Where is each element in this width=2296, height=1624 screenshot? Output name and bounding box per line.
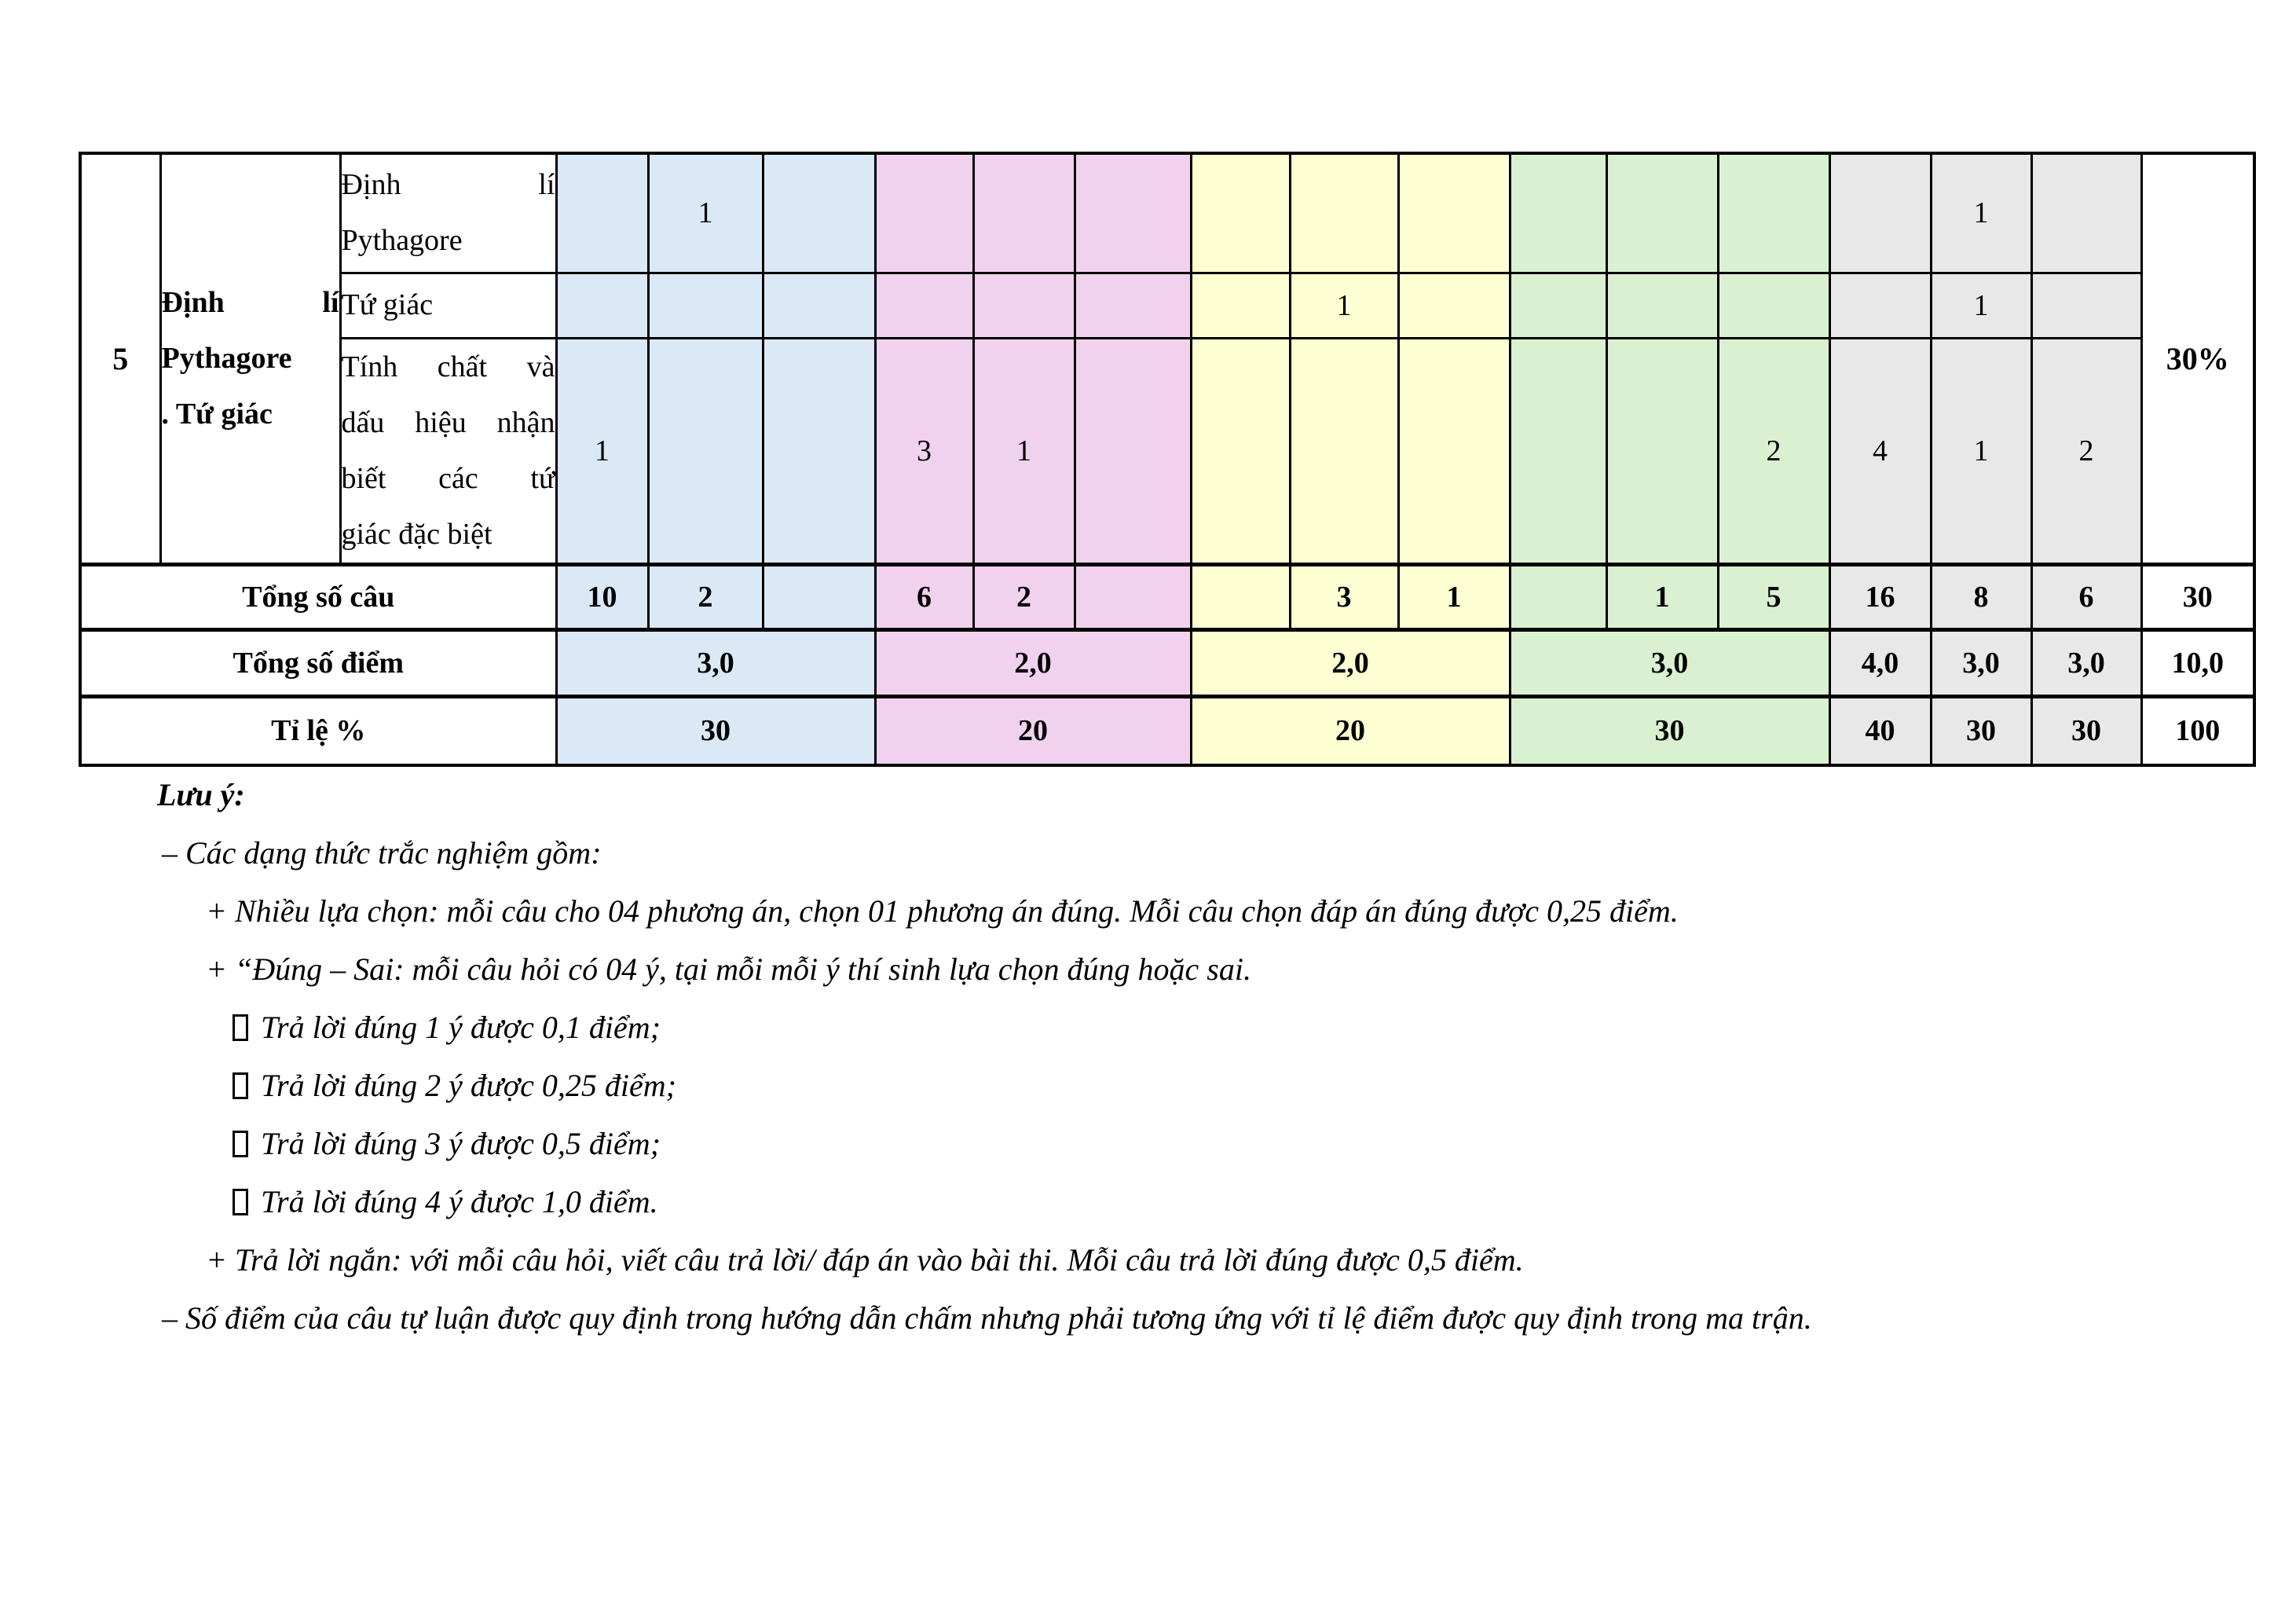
band-total-cell: 2,0 [1191,629,1510,696]
band-total-cell: 20 [1191,696,1510,765]
matrix-cell [1290,153,1398,273]
matrix-cell: 1 [1931,153,2031,273]
ratio-grand: 100 [2141,696,2254,765]
note-line [157,999,2215,1057]
matrix-cell: 2 [973,564,1075,629]
matrix-cell [763,338,875,564]
empty-box-bullet-icon [233,1131,248,1157]
matrix-cell: 6 [875,564,973,629]
total-questions-row [80,564,2254,629]
note-line [157,882,2215,940]
matrix-cell [1191,273,1290,338]
total-questions-grand: 30 [2141,564,2254,629]
note-line [157,1173,2215,1231]
matrix-cell [763,564,875,629]
note-line [157,1057,2215,1115]
band-total-cell: 2,0 [875,629,1191,696]
matrix-cell [2031,153,2141,273]
matrix-cell: 1 [1931,338,2031,564]
matrix-cell [1398,153,1510,273]
content-cell [340,338,556,564]
band-total-cell: 30 [556,696,875,765]
matrix-cell: 4 [1829,338,1931,564]
matrix-cell: 16 [1829,564,1931,629]
note-line [157,1115,2215,1173]
matrix-cell [1718,273,1829,338]
note-text: + Trả lời ngắn: với mỗi câu hỏi, viết câu trả lời/ đáp án vào bài thi. Mỗi câu trả lời đúng được 0,5 điểm. [206,1242,1524,1278]
band-total-cell: 3,0 [556,629,875,696]
content-line: dấu hiệu nhận [341,405,555,439]
notes-title: Lưu ý: [157,777,245,812]
content-line: biết các tứ [341,461,555,495]
matrix-cell [763,153,875,273]
content-cell [340,153,556,273]
matrix-cell: 1 [648,153,763,273]
content-line: giác đặc biệt [341,517,493,551]
matrix-cell: 2 [648,564,763,629]
matrix-cell [1191,338,1290,564]
note-line [157,1289,2215,1347]
note-line [157,824,2215,882]
matrix-cell: 3,0 [2031,629,2141,696]
ratio-label: Tỉ lệ % [80,696,556,765]
matrix-cell [648,273,763,338]
matrix-cell [1398,338,1510,564]
table-row [80,273,2254,338]
matrix-cell [1075,564,1191,629]
matrix-cell [973,273,1075,338]
band-total-cell: 3,0 [1510,629,1829,696]
matrix-cell [1718,153,1829,273]
exam-matrix-table [79,152,2256,767]
ratio-row [80,696,2254,765]
matrix-cell: 3 [875,338,973,564]
total-questions-label: Tổng số câu [80,564,556,629]
matrix-cell [648,338,763,564]
matrix-cell [763,273,875,338]
chapter-line: . Tứ giác [161,397,273,431]
stt-cell: 5 [80,153,160,564]
matrix-cell [875,273,973,338]
matrix-cell: 4,0 [1829,629,1931,696]
note-text: + Nhiều lựa chọn: mỗi câu cho 04 phương án, chọn 01 phương án đúng. Mỗi câu chọn đáp án đúng được 0,25 điểm. [206,893,1679,929]
note-text: Trả lời đúng 1 ý được 0,1 điểm; [261,1010,661,1045]
matrix-cell [1398,273,1510,338]
matrix-cell [1606,153,1718,273]
content-cell [340,273,556,338]
band-total-cell: 30 [1510,696,1829,765]
matrix-cell: 30 [1931,696,2031,765]
matrix-cell [1075,273,1191,338]
chapter-cell [160,153,340,564]
matrix-cell: 1 [556,338,648,564]
note-line [157,1231,2215,1289]
note-text: Trả lời đúng 4 ý được 1,0 điểm. [261,1184,658,1219]
matrix-cell [556,273,648,338]
matrix-cell [1075,338,1191,564]
matrix-cell: 40 [1829,696,1931,765]
matrix-cell [875,153,973,273]
matrix-cell [973,153,1075,273]
content-line: Định lí [341,168,555,202]
note-text: + “Đúng – Sai: mỗi câu hỏi có 04 ý, tại mỗi mỗi ý thí sinh lựa chọn đúng hoặc sai. [206,951,1251,987]
total-points-label: Tổng số điểm [80,629,556,696]
matrix-cell [1606,338,1718,564]
note-line [157,940,2215,999]
matrix-cell: 2 [1718,338,1829,564]
table-row [80,153,2254,273]
matrix-cell [1510,338,1606,564]
empty-box-bullet-icon [233,1014,248,1041]
matrix-cell: 6 [2031,564,2141,629]
matrix-cell [1075,153,1191,273]
band-total-cell: 20 [875,696,1191,765]
table-row [80,338,2254,564]
matrix-cell [1191,564,1290,629]
note-text: Trả lời đúng 2 ý được 0,25 điểm; [261,1068,676,1103]
group-percent-cell: 30% [2141,153,2254,564]
note-text: – Số điểm của câu tự luận được quy định trong hướng dẫn chấm nhưng phải tương ứng với tỉ lệ điểm được quy định trong ma trận. [162,1300,1812,1336]
matrix-cell: 3 [1290,564,1398,629]
matrix-cell: 1 [973,338,1075,564]
matrix-cell [1290,338,1398,564]
matrix-cell: 1 [1606,564,1718,629]
matrix-cell [2031,273,2141,338]
matrix-cell [1829,273,1931,338]
empty-box-bullet-icon [233,1189,248,1215]
empty-box-bullet-icon [233,1072,248,1099]
matrix-cell [1191,153,1290,273]
matrix-cell: 1 [1398,564,1510,629]
total-points-row [80,629,2254,696]
chapter-line: Định lí [161,285,339,319]
matrix-cell [556,153,648,273]
matrix-cell: 30 [2031,696,2141,765]
chapter-line: Pythagore [161,341,292,375]
matrix-cell [1510,273,1606,338]
note-text: Trả lời đúng 3 ý được 0,5 điểm; [261,1126,661,1161]
matrix-cell [1510,153,1606,273]
matrix-cell: 1 [1931,273,2031,338]
content-line: Tính chất và [341,350,555,383]
matrix-cell: 1 [1290,273,1398,338]
matrix-cell: 5 [1718,564,1829,629]
matrix-cell [1510,564,1606,629]
matrix-cell [1606,273,1718,338]
total-points-grand: 10,0 [2141,629,2254,696]
matrix-cell: 3,0 [1931,629,2031,696]
matrix-cell: 10 [556,564,648,629]
content-line: Pythagore [341,224,463,258]
matrix-cell: 2 [2031,338,2141,564]
note-text: – Các dạng thức trắc nghiệm gồm: [162,835,602,871]
content-line: Tứ giác [341,288,434,321]
matrix-cell: 8 [1931,564,2031,629]
matrix-cell [1829,153,1931,273]
notes-section [157,766,2215,1347]
